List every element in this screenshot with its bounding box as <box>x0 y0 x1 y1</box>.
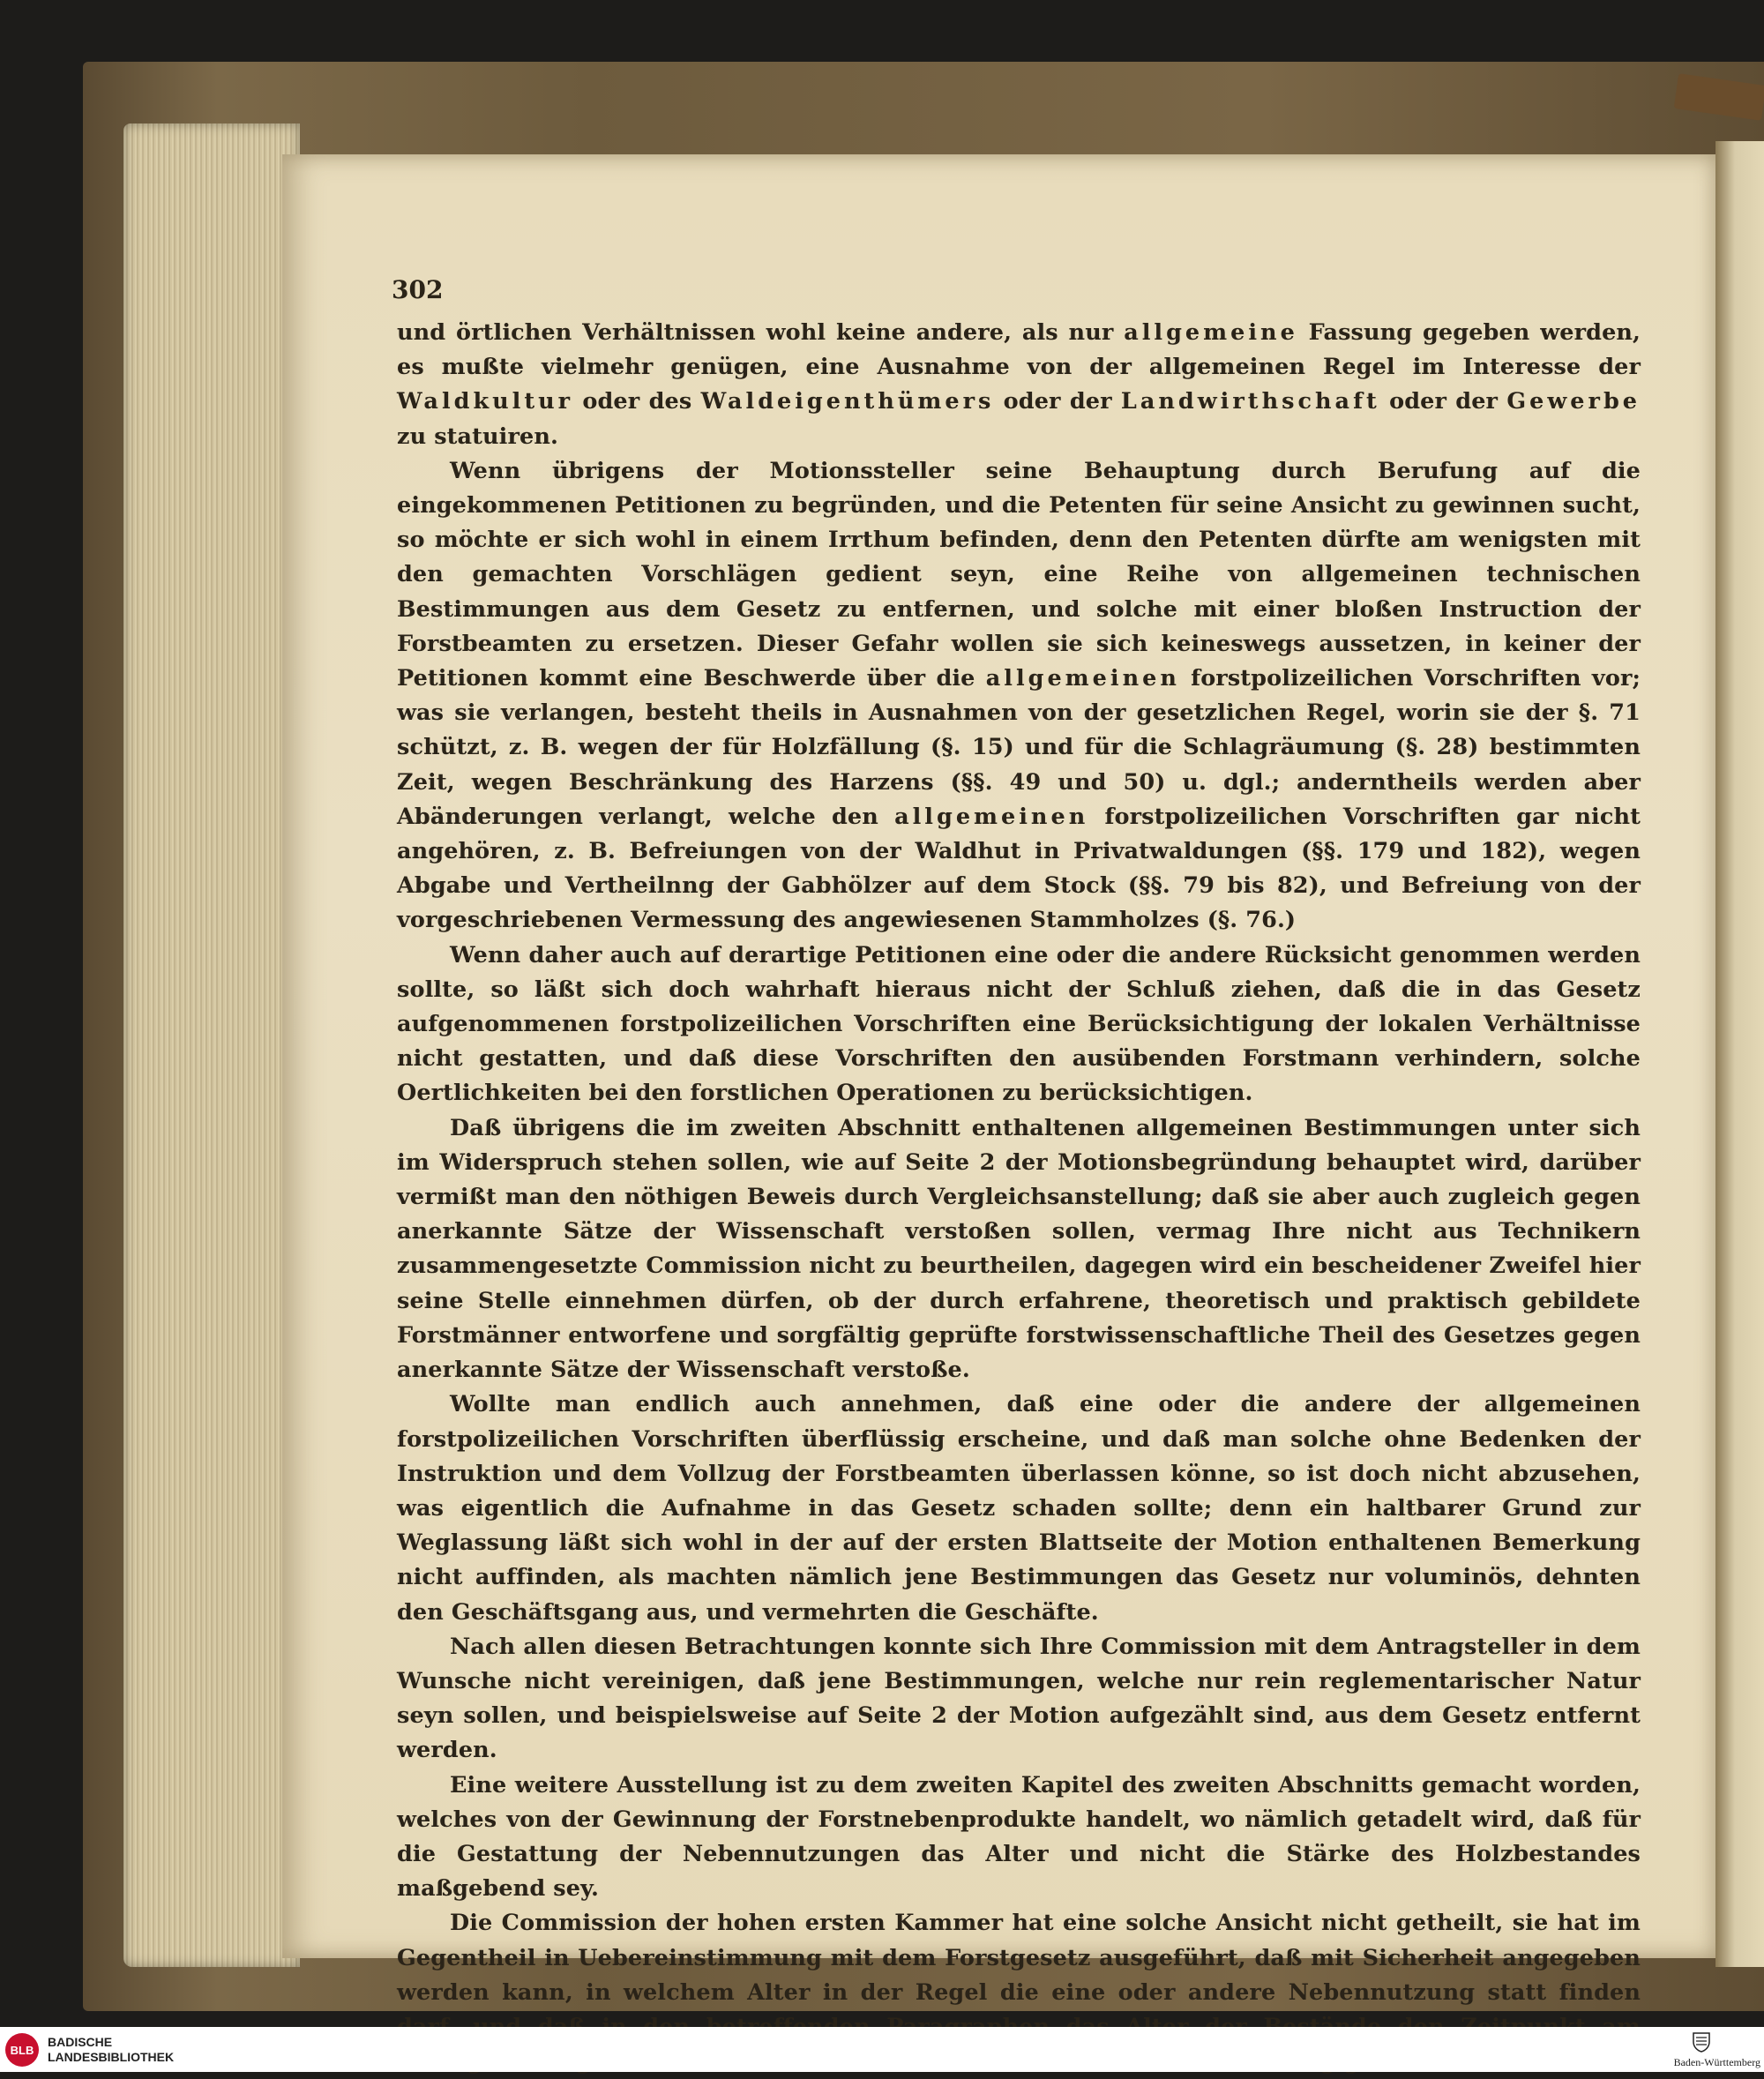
text-run: Wollte man endlich auch annehmen, daß eine oder die andere der allgemeinen forstpolizeilichen Vorschriften überflüssig erscheine, und daß man solche ohne Bedenken der Instruktion und dem Vollzug der Forstbeamten überlassen könne, so ist doch nicht abzusehen, was eigentlich die Aufnahme in das Gesetz schaden sollte; denn ein haltbarer Grund zur Weglassung läßt sich wohl in der auf der ersten Blattseite der Motion enthaltenen Bemerkung nicht auffinden, als machten nämlich jene Bestimmungen das Gesetz nur voluminös, dehnten den Geschäftsgang aus, und vermehrten die Geschäfte. <box>397 1391 1641 1626</box>
viewer-footer <box>0 2027 1764 2072</box>
spaced-emphasis: allgemeinen <box>985 665 1180 692</box>
text-run: zu statuiren. <box>397 423 558 450</box>
text-run: Die Commission der hohen ersten Kammer hat eine solche Ansicht nicht getheilt, sie hat im Gegentheil in Uebereinstimmung mit dem Forstgesetz ausgeführt, daß mit Sicherheit angegeben werden kann, in welchem Alter in der Regel die eine oder andere Nebennutzung statt finden <box>397 1910 1641 2006</box>
paragraph <box>397 454 1641 939</box>
page-body-text <box>397 316 1641 2079</box>
text-run: Wenn daher auch auf derartige Petitionen eine oder die andere Rücksicht genommen werden sollte, so läßt sich doch wahrhaft hieraus nicht der Schluß ziehen, daß die in das Gesetz aufgenommenen forstpolizeilichen Vorschriften eine Berücksichtigung der lokalen Verhältnisse nicht gestatten, und daß diese Vorschriften den ausübenden Forstmann verhindern, solche Oertlichkeiten bei den forstlichen Operationen zu berücksichtigen. <box>397 941 1641 1107</box>
text-run: oder der <box>994 388 1121 415</box>
text-run: forstpolizeilichen Vorschriften vor; was sie verlangen, besteht theils in Ausnahmen von der gesetzlichen Regel, worin sie der §. 71 schützt, z. B. wegen der für Holzfällung (§. 15) und für die Schlagräumung (§. 28) bestimmten Zeit, wegen Beschränkung des Harzens (§§. 49 und 50) u. dgl.; anderntheils werden aber Abänderungen verlangt, welche den <box>397 665 1641 830</box>
coat-of-arms-icon <box>1690 2030 1713 2053</box>
paragraph <box>397 1769 1641 1907</box>
text-run: oder der <box>1379 388 1507 415</box>
spaced-emphasis: Gewerbe <box>1506 388 1641 415</box>
text-run: Eine weitere Ausstellung ist zu dem zweiten Kapitel des zweiten Abschnitts gemacht worden, welches von der Gewinnung der Forstnebenprodukte handelt, wo nämlich getadelt wird, daß für die Gestattung der Nebennutzungen das Alter und nicht die Stärke des Holzbestandes maßgebend sey. <box>397 1771 1641 1903</box>
library-name-line2: LANDESBIBLIOTHEK <box>48 2050 175 2064</box>
facing-page-edge <box>1715 141 1764 1967</box>
text-run: Daß übrigens die im zweiten Abschnitt enthaltenen allgemeinen Bestimmungen unter sich im Widerspruch stehen sollen, wie auf Seite 2 der Motionsbegründung behauptet wird, darüber vermißt man den nöthigen Beweis durch Vergleichsanstellung; daß sie aber auch zugleich gegen anerkannte Sätze der Wissenschaft verstoßen sollen, vermag Ihre nicht aus Technikern zusammengesetzte Commission nicht zu beurtheilen, dagegen wird ein bescheidener Zweifel hier seine Stelle einnehmen dürfen, ob der durch erfahrene, theoretisch und praktisch gebildete Forstmänner entworfene und sorgfältig geprüfte forstwissenschaftliche Theil des Gesetzes gegen anerkannte Sätze der Wissenschaft verstoße. <box>397 1114 1641 1384</box>
text-run: Nach allen diesen Betrachtungen konnte sich Ihre Commission mit dem Antragsteller in dem Wunsche nicht vereinigen, daß jene Bestimmungen, welche nur rein reglementarischer Natur seyn sollen, und beispielsweise auf Seite 2 der Motion aufgezählt sind, aus dem Gesetz entfernt werden. <box>397 1633 1641 1764</box>
paragraph <box>397 1630 1641 1769</box>
paragraph <box>397 939 1641 1111</box>
spaced-emphasis: allgemeinen <box>894 803 1089 830</box>
library-name <box>48 2035 174 2065</box>
paragraph <box>397 1387 1641 1629</box>
spaced-emphasis: Waldeigenthümers <box>700 388 995 415</box>
state-label: Baden-Württemberg <box>1673 2056 1760 2068</box>
text-run: und örtlichen Verhältnissen wohl keine andere, als nur <box>397 319 1125 346</box>
paragraph <box>397 316 1641 454</box>
page-edges <box>123 123 300 1967</box>
page-number: 302 <box>392 275 444 304</box>
text-run: oder des <box>573 388 701 415</box>
library-name-line1: BADISCHE <box>48 2035 113 2049</box>
spaced-emphasis: Waldkultur <box>397 388 574 415</box>
text-run: Wenn übrigens der Motionssteller seine Behauptung durch Berufung auf die eingekommenen Petitionen zu begründen, und die Petenten für seine Ansicht zu gewinnen sucht, so möchte er sich wohl in einem Irrthum befinden, denn den Petenten dürfte am wenigsten mit den gemachten Vorschlägen gedient seyn, eine Reihe von allgemeinen technischen Bestimmungen aus dem Gesetz zu entfernen, und solche mit einer bloßen Instruction der Forstbeamten zu ersetzen. Dieser Gefahr wollen sie sich keineswegs aussetzen, in keiner der Petitionen kommt eine Beschwerde über die <box>397 457 1641 692</box>
text-run: forstpolizeilichen Vorschriften gar nicht angehören, z. B. Befreiungen von der Waldhut in Privatwaldungen (§§. 179 und 182), wegen Abgabe und Vertheilnng der Gabhölzer auf dem Stock (§§. 79 bis 82), und Befreiung von der vorgeschriebenen Vermessung des angewiesenen Stammholzes (§. 76.) <box>397 803 1641 934</box>
paragraph <box>397 1111 1641 1388</box>
spaced-emphasis: Landwirthschaft <box>1120 388 1380 415</box>
spaced-emphasis: allgemeine <box>1124 319 1298 346</box>
text-run: Fassung gegeben werden, es mußte vielmehr genügen, eine Ausnahme von der allgemeinen Regel im Interesse der <box>397 319 1641 381</box>
blb-logo-icon: BLB <box>5 2033 39 2067</box>
